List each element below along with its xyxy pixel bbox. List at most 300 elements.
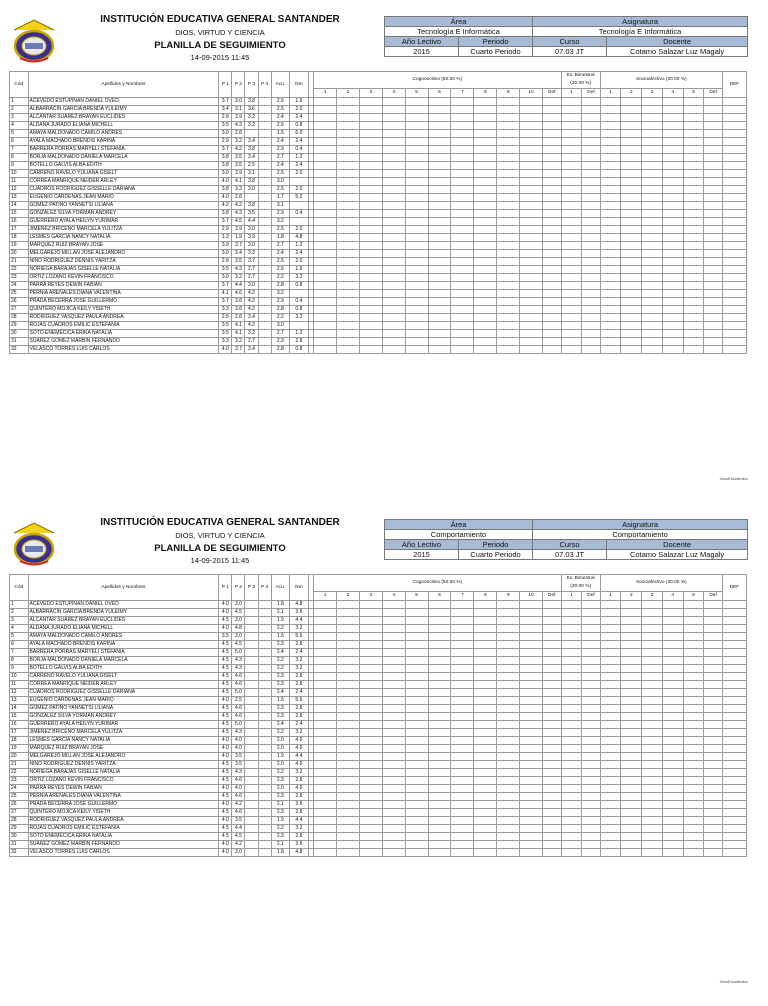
empty-grade-cell: [405, 130, 428, 138]
empty-grade-cell: [428, 841, 451, 849]
p4-cell: [258, 138, 271, 146]
p4-cell: [258, 817, 271, 825]
empty-grade-cell: [520, 346, 543, 354]
grades-table: [9, 71, 747, 354]
empty-grade-cell: [520, 801, 543, 809]
p4-cell: [258, 689, 271, 697]
empty-grade-cell: [621, 154, 642, 162]
empty-grade-cell: [520, 146, 543, 154]
empty-grade-cell: [561, 170, 582, 178]
empty-grade-cell: [474, 609, 497, 617]
empty-grade-cell: [543, 681, 562, 689]
empty-grade-cell: [662, 346, 683, 354]
p1-cell: 2.8: [219, 258, 232, 266]
empty-grade-cell: [642, 186, 663, 194]
empty-grade-cell: [662, 234, 683, 242]
col-header-cog-def: Def: [543, 592, 562, 601]
empty-grade-cell: [314, 202, 337, 210]
p4-cell: [258, 130, 271, 138]
empty-grade-cell: [382, 266, 405, 274]
empty-grade-cell: [382, 186, 405, 194]
empty-grade-cell: [451, 713, 474, 721]
name-cell: GOMEZ PATIÑO YANNETSI LILIANA: [28, 202, 219, 210]
empty-grade-cell: [382, 178, 405, 186]
empty-grade-cell: [683, 138, 704, 146]
empty-grade-cell: [582, 98, 601, 106]
cod-cell: 9: [10, 162, 29, 170]
empty-grade-cell: [337, 665, 360, 673]
empty-grade-cell: [543, 737, 562, 745]
empty-grade-cell: [497, 601, 520, 609]
empty-grade-cell: [543, 322, 562, 330]
empty-grade-cell: [600, 801, 621, 809]
p2-cell: 3.9: [232, 170, 245, 178]
empty-grade-cell: [543, 346, 562, 354]
anio-label: Año Lectivo: [385, 37, 459, 47]
empty-grade-cell: [722, 689, 746, 697]
empty-grade-cell: [582, 234, 601, 242]
empty-grade-cell: [382, 665, 405, 673]
empty-grade-cell: [520, 218, 543, 226]
p4-cell: [258, 761, 271, 769]
empty-grade-cell: [451, 697, 474, 705]
empty-grade-cell: [543, 282, 562, 290]
empty-grade-cell: [704, 849, 723, 857]
empty-grade-cell: [428, 250, 451, 258]
p2-cell: 4.5: [232, 609, 245, 617]
empty-grade-cell: [520, 210, 543, 218]
nm-cell: 4.4: [290, 753, 309, 761]
col-header-cog-9: 9: [497, 592, 520, 601]
empty-grade-cell: [428, 785, 451, 793]
empty-grade-cell: [704, 194, 723, 202]
empty-grade-cell: [382, 785, 405, 793]
empty-grade-cell: [337, 849, 360, 857]
table-row: [10, 745, 747, 753]
group-header-socioafectivo: Socioafectivo (30.00 %): [600, 575, 722, 592]
p3-cell: 3.4: [245, 138, 258, 146]
empty-grade-cell: [451, 98, 474, 106]
p1-cell: 4.5: [219, 649, 232, 657]
empty-grade-cell: [582, 801, 601, 809]
empty-grade-cell: [337, 641, 360, 649]
p4-cell: [258, 250, 271, 258]
empty-grade-cell: [582, 130, 601, 138]
empty-grade-cell: [314, 785, 337, 793]
nm-cell: 0.8: [290, 346, 309, 354]
sheet-title: PLANILLA DE SEGUIMIENTO: [154, 40, 286, 51]
empty-grade-cell: [405, 801, 428, 809]
p1-cell: 3.5: [219, 266, 232, 274]
name-cell: ROJAS CUADROS EMILIC ESTEFANIA: [28, 322, 219, 330]
empty-grade-cell: [561, 114, 582, 122]
empty-grade-cell: [428, 170, 451, 178]
nm-cell: 2.4: [290, 162, 309, 170]
empty-grade-cell: [722, 641, 746, 649]
empty-grade-cell: [474, 106, 497, 114]
empty-grade-cell: [722, 721, 746, 729]
empty-grade-cell: [314, 106, 337, 114]
empty-grade-cell: [582, 617, 601, 625]
empty-grade-cell: [405, 833, 428, 841]
name-cell: BARRERA PORRAS MARYELI STEFANIA: [28, 649, 219, 657]
p4-cell: [258, 202, 271, 210]
cod-cell: 19: [10, 745, 29, 753]
table-row: [10, 785, 747, 793]
empty-grade-cell: [600, 753, 621, 761]
p3-cell: 3.8: [245, 202, 258, 210]
p4-cell: [258, 633, 271, 641]
col-header-def-final: DEF: [722, 575, 746, 601]
p4-cell: [258, 673, 271, 681]
p1-cell: 3.5: [219, 330, 232, 338]
empty-grade-cell: [405, 290, 428, 298]
empty-grade-cell: [543, 146, 562, 154]
empty-grade-cell: [359, 138, 382, 146]
p4-cell: [258, 210, 271, 218]
empty-grade-cell: [642, 817, 663, 825]
empty-grade-cell: [428, 218, 451, 226]
empty-grade-cell: [642, 681, 663, 689]
empty-grade-cell: [662, 681, 683, 689]
p4-cell: [258, 713, 271, 721]
empty-grade-cell: [428, 346, 451, 354]
empty-grade-cell: [543, 338, 562, 346]
empty-grade-cell: [621, 306, 642, 314]
nm-cell: 2.0: [290, 170, 309, 178]
empty-grade-cell: [359, 849, 382, 857]
empty-grade-cell: [704, 657, 723, 665]
col-header-ev-def: Def: [582, 592, 601, 601]
empty-grade-cell: [543, 817, 562, 825]
empty-grade-cell: [314, 154, 337, 162]
empty-grade-cell: [359, 170, 382, 178]
empty-grade-cell: [561, 194, 582, 202]
empty-grade-cell: [428, 146, 451, 154]
name-cell: NIÑO RODRIGUEZ DENNIS YARITZA: [28, 258, 219, 266]
empty-grade-cell: [662, 226, 683, 234]
empty-grade-cell: [582, 154, 601, 162]
empty-grade-cell: [314, 178, 337, 186]
empty-grade-cell: [722, 617, 746, 625]
cod-cell: 8: [10, 154, 29, 162]
empty-grade-cell: [582, 681, 601, 689]
empty-grade-cell: [642, 242, 663, 250]
p4-cell: [258, 274, 271, 282]
p3-cell: 2.7: [245, 338, 258, 346]
cod-cell: 7: [10, 649, 29, 657]
empty-grade-cell: [520, 841, 543, 849]
nm-cell: 4.0: [290, 761, 309, 769]
empty-grade-cell: [520, 330, 543, 338]
empty-grade-cell: [314, 114, 337, 122]
empty-grade-cell: [359, 833, 382, 841]
empty-grade-cell: [642, 761, 663, 769]
empty-grade-cell: [722, 777, 746, 785]
col-header-p1: P 1: [219, 72, 232, 98]
empty-grade-cell: [497, 793, 520, 801]
name-cell: QUINTERO MOJICA KEILY YISETH: [28, 809, 219, 817]
group-header-cognoscitivo: Cognoscitivo (50.00 %): [314, 72, 561, 89]
empty-grade-cell: [520, 657, 543, 665]
name-cell: SUAREZ GOMEZ MARBIN FERNANDO: [28, 841, 219, 849]
table-row: [10, 665, 747, 673]
p1-cell: 4.5: [219, 713, 232, 721]
empty-grade-cell: [704, 290, 723, 298]
acu-cell: 2.3: [271, 833, 290, 841]
empty-grade-cell: [561, 705, 582, 713]
nm-cell: 1.6: [290, 266, 309, 274]
empty-grade-cell: [582, 282, 601, 290]
nm-cell: 3.2: [290, 769, 309, 777]
empty-grade-cell: [405, 338, 428, 346]
docente-value: Cotamo Salazar Luz Magaly: [607, 550, 748, 560]
p1-cell: 4.5: [219, 809, 232, 817]
col-header-cog-3: 3: [359, 592, 382, 601]
empty-grade-cell: [451, 633, 474, 641]
p2-cell: 4.6: [232, 809, 245, 817]
empty-grade-cell: [359, 697, 382, 705]
empty-grade-cell: [543, 250, 562, 258]
empty-grade-cell: [314, 282, 337, 290]
empty-grade-cell: [543, 218, 562, 226]
empty-grade-cell: [543, 745, 562, 753]
empty-grade-cell: [642, 338, 663, 346]
p3-cell: [245, 633, 258, 641]
p2-cell: 4.3: [232, 665, 245, 673]
p2-cell: 3.0: [232, 633, 245, 641]
p3-cell: 3.9: [245, 234, 258, 242]
cod-cell: 25: [10, 793, 29, 801]
empty-grade-cell: [600, 170, 621, 178]
empty-grade-cell: [451, 178, 474, 186]
empty-grade-cell: [382, 322, 405, 330]
empty-grade-cell: [474, 290, 497, 298]
empty-grade-cell: [642, 633, 663, 641]
acu-cell: 2.7: [271, 330, 290, 338]
empty-grade-cell: [474, 737, 497, 745]
empty-grade-cell: [337, 178, 360, 186]
empty-grade-cell: [621, 106, 642, 114]
p1-cell: 2.5: [219, 314, 232, 322]
empty-grade-cell: [642, 106, 663, 114]
p1-cell: 4.0: [219, 194, 232, 202]
p2-cell: 4.6: [232, 713, 245, 721]
empty-grade-cell: [337, 601, 360, 609]
empty-grade-cell: [520, 138, 543, 146]
p4-cell: [258, 330, 271, 338]
empty-grade-cell: [474, 338, 497, 346]
empty-grade-cell: [428, 266, 451, 274]
empty-grade-cell: [474, 777, 497, 785]
empty-grade-cell: [704, 777, 723, 785]
empty-grade-cell: [337, 274, 360, 282]
empty-grade-cell: [683, 705, 704, 713]
col-header-ev-1: 1: [561, 89, 582, 98]
empty-grade-cell: [543, 186, 562, 194]
empty-grade-cell: [582, 226, 601, 234]
p2-cell: 4.3: [232, 266, 245, 274]
table-row: [10, 330, 747, 338]
empty-grade-cell: [543, 274, 562, 282]
empty-grade-cell: [474, 274, 497, 282]
p3-cell: [245, 713, 258, 721]
empty-grade-cell: [474, 330, 497, 338]
empty-grade-cell: [642, 825, 663, 833]
empty-grade-cell: [314, 737, 337, 745]
empty-grade-cell: [600, 266, 621, 274]
col-header-cog-7: 7: [451, 89, 474, 98]
table-row: [10, 673, 747, 681]
empty-grade-cell: [642, 298, 663, 306]
empty-grade-cell: [704, 250, 723, 258]
empty-grade-cell: [451, 729, 474, 737]
empty-grade-cell: [543, 162, 562, 170]
nm-cell: 1.2: [290, 330, 309, 338]
col-header-cog-8: 8: [474, 592, 497, 601]
empty-grade-cell: [662, 849, 683, 857]
p3-cell: [245, 697, 258, 705]
p1-cell: 4.5: [219, 793, 232, 801]
empty-grade-cell: [382, 306, 405, 314]
empty-grade-cell: [621, 218, 642, 226]
p3-cell: [245, 601, 258, 609]
empty-grade-cell: [582, 194, 601, 202]
empty-grade-cell: [642, 609, 663, 617]
table-row: [10, 793, 747, 801]
name-cell: RODRIGUEZ VASQUEZ PAULA ANDREA: [28, 817, 219, 825]
empty-grade-cell: [314, 689, 337, 697]
p1-cell: 3.7: [219, 146, 232, 154]
empty-grade-cell: [543, 194, 562, 202]
empty-grade-cell: [497, 705, 520, 713]
empty-grade-cell: [561, 657, 582, 665]
col-header-ev-1: 1: [561, 592, 582, 601]
empty-grade-cell: [621, 338, 642, 346]
empty-grade-cell: [451, 314, 474, 322]
nm-cell: 2.4: [290, 721, 309, 729]
cod-cell: 30: [10, 833, 29, 841]
empty-grade-cell: [704, 178, 723, 186]
cod-cell: 6: [10, 641, 29, 649]
empty-grade-cell: [642, 649, 663, 657]
empty-grade-cell: [621, 849, 642, 857]
empty-grade-cell: [704, 721, 723, 729]
empty-grade-cell: [497, 346, 520, 354]
table-row: [10, 250, 747, 258]
cod-cell: 28: [10, 314, 29, 322]
empty-grade-cell: [543, 226, 562, 234]
name-cell: PRADA BECERRA JOSE GUILLERMO: [28, 801, 219, 809]
empty-grade-cell: [582, 729, 601, 737]
empty-grade-cell: [683, 737, 704, 745]
cod-cell: 22: [10, 769, 29, 777]
p2-cell: 4.1: [232, 322, 245, 330]
empty-grade-cell: [561, 777, 582, 785]
empty-grade-cell: [561, 306, 582, 314]
empty-grade-cell: [520, 641, 543, 649]
p3-cell: [245, 689, 258, 697]
empty-grade-cell: [543, 785, 562, 793]
empty-grade-cell: [497, 841, 520, 849]
empty-grade-cell: [405, 122, 428, 130]
empty-grade-cell: [382, 338, 405, 346]
empty-grade-cell: [337, 785, 360, 793]
col-header-soc-3: 3: [642, 89, 663, 98]
empty-grade-cell: [359, 130, 382, 138]
empty-grade-cell: [382, 601, 405, 609]
empty-grade-cell: [722, 809, 746, 817]
empty-grade-cell: [337, 761, 360, 769]
empty-grade-cell: [642, 689, 663, 697]
empty-grade-cell: [621, 98, 642, 106]
empty-grade-cell: [382, 250, 405, 258]
cod-cell: 13: [10, 697, 29, 705]
school-motto: DIOS, VIRTUD Y CIENCIA: [175, 531, 265, 540]
course-info-table: [384, 519, 748, 560]
empty-grade-cell: [451, 753, 474, 761]
empty-grade-cell: [451, 274, 474, 282]
empty-grade-cell: [561, 769, 582, 777]
table-row: [10, 609, 747, 617]
empty-grade-cell: [451, 186, 474, 194]
p1-cell: 3.7: [219, 298, 232, 306]
empty-grade-cell: [474, 689, 497, 697]
table-row: [10, 625, 747, 633]
empty-grade-cell: [428, 705, 451, 713]
empty-grade-cell: [543, 210, 562, 218]
empty-grade-cell: [428, 665, 451, 673]
asignatura-value: Tecnología E Informática: [533, 27, 748, 37]
acu-cell: 2.3: [271, 641, 290, 649]
empty-grade-cell: [662, 330, 683, 338]
p2-cell: 2.5: [232, 697, 245, 705]
empty-grade-cell: [561, 697, 582, 705]
empty-grade-cell: [497, 226, 520, 234]
acu-cell: 2.3: [271, 713, 290, 721]
col-header-cog-2: 2: [337, 592, 360, 601]
empty-grade-cell: [314, 769, 337, 777]
p4-cell: [258, 106, 271, 114]
empty-grade-cell: [451, 138, 474, 146]
empty-grade-cell: [662, 777, 683, 785]
p2-cell: 4.3: [232, 657, 245, 665]
empty-grade-cell: [683, 274, 704, 282]
empty-grade-cell: [662, 170, 683, 178]
empty-grade-cell: [683, 617, 704, 625]
acu-cell: 2.5: [271, 106, 290, 114]
empty-grade-cell: [451, 282, 474, 290]
empty-grade-cell: [621, 202, 642, 210]
empty-grade-cell: [662, 146, 683, 154]
acu-cell: 2.4: [271, 649, 290, 657]
acu-cell: 2.5: [271, 258, 290, 266]
empty-grade-cell: [497, 234, 520, 242]
empty-grade-cell: [359, 705, 382, 713]
empty-grade-cell: [337, 146, 360, 154]
empty-grade-cell: [600, 673, 621, 681]
empty-grade-cell: [428, 210, 451, 218]
name-cell: ORTIZ LOZANO KEVIN FRANCISCO: [28, 274, 219, 282]
col-header-p2: P 2: [232, 72, 245, 98]
empty-grade-cell: [497, 138, 520, 146]
p3-cell: 4.2: [245, 290, 258, 298]
empty-grade-cell: [428, 234, 451, 242]
name-cell: ALCANTAR SUAREZ BRAYAN EUCLIDES: [28, 617, 219, 625]
p2-cell: 3.8: [232, 306, 245, 314]
empty-grade-cell: [543, 697, 562, 705]
empty-grade-cell: [428, 769, 451, 777]
